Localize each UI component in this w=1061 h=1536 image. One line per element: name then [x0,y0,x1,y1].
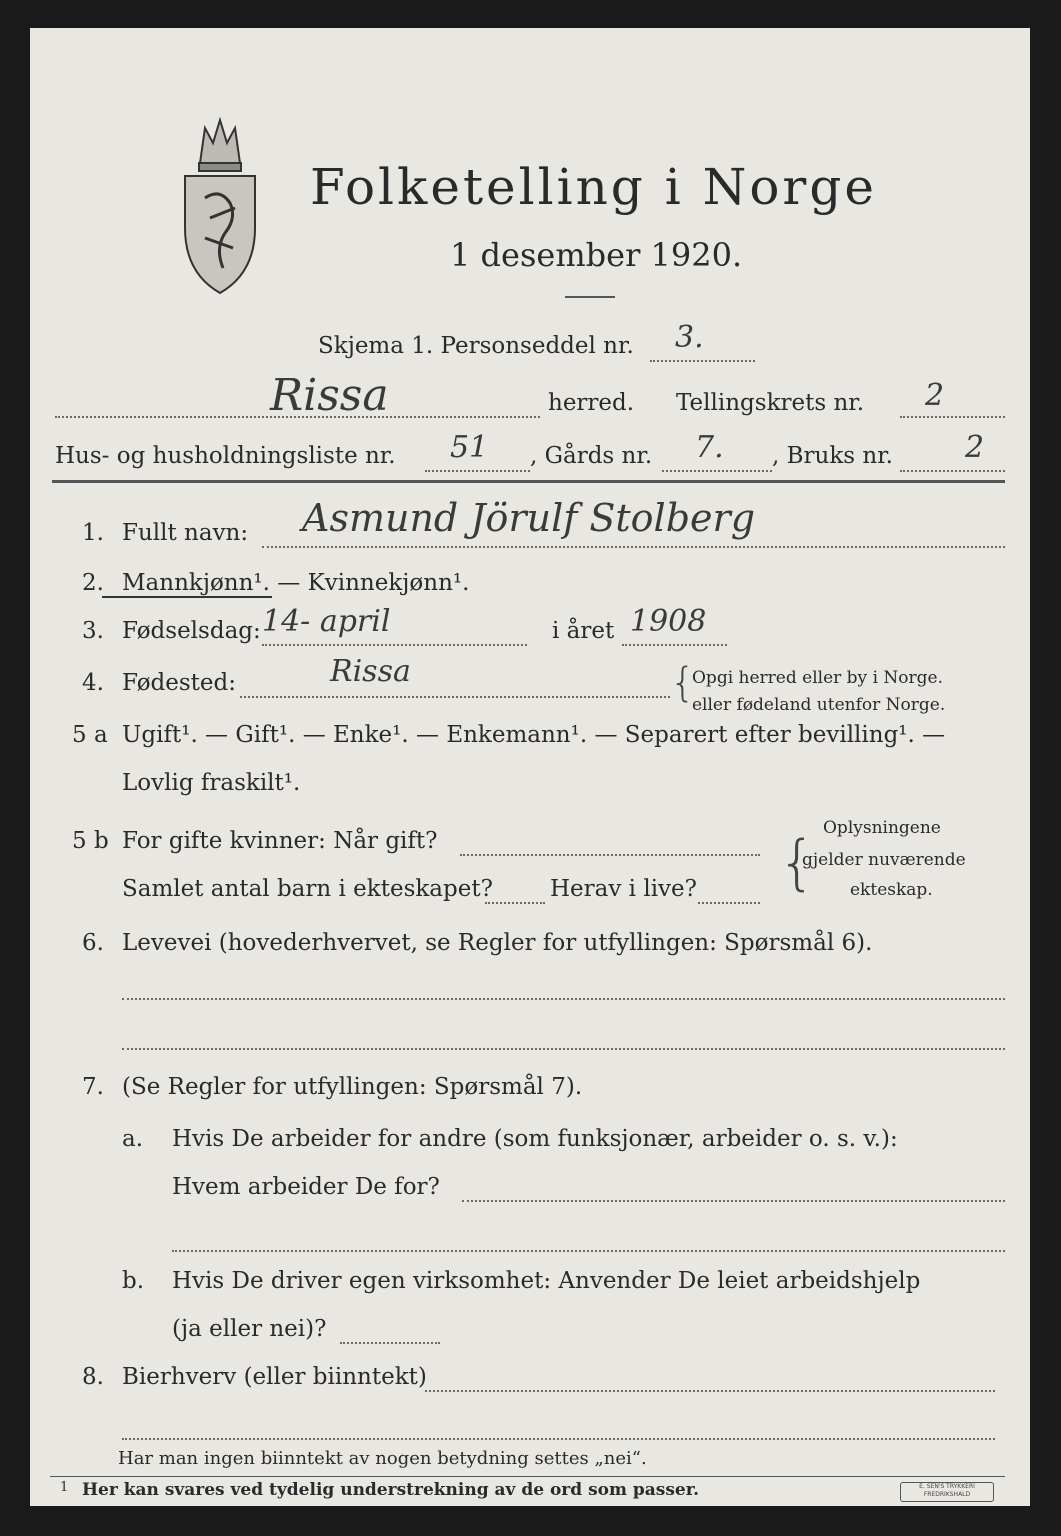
birthplace-value[interactable]: Rissa [330,654,411,689]
q5b-label-2: Samlet antal barn i ekteskapet? [122,876,493,902]
household-list-dots [425,470,530,472]
form-subtitle: 1 desember 1920. [450,236,743,274]
q3-year-dots [622,644,727,646]
q4-label: Fødested: [122,670,237,696]
district-dots [900,416,1005,418]
q5b-label-3: Herav i live? [550,876,697,902]
schema-dots [650,360,755,362]
q8-note: Har man ingen biinntekt av nogen betydning settes „nei“. [118,1448,647,1469]
q6-number: 6. [82,930,104,956]
q7a-line-2[interactable] [172,1250,1005,1252]
q7a-label-1: Hvis De arbeider for andre (som funksjonær, arbeider o. s. v.): [172,1126,898,1152]
q5a-label-2: Lovlig fraskilt¹. [122,770,301,796]
q5b-note-1: Oplysningene [823,818,941,838]
q8-number: 8. [82,1364,104,1390]
q7b-line[interactable] [340,1342,440,1344]
q4-number: 4. [82,670,104,696]
herred-label: herred. [548,390,635,416]
schema-value[interactable]: 3. [675,320,704,355]
household-list-label: Hus- og husholdningsliste nr. [55,443,396,469]
birthdate-value[interactable]: 14- april [262,604,391,639]
q5b-note-2: gjelder nuværende [802,850,966,870]
q3-year-label: i året [552,618,615,644]
q5b-children-dots [485,902,545,904]
q4-note-2: eller fødeland utenfor Norge. [692,695,946,715]
bruks-dots [900,470,1005,472]
q8-label: Bierhverv (eller biinntekt) [122,1364,427,1390]
q7b-letter: b. [122,1268,145,1294]
q3-number: 3. [82,618,104,644]
birthyear-value[interactable]: 1908 [630,604,707,639]
bruks-label: , Bruks nr. [772,443,893,469]
q5b-note-3: ekteskap. [850,880,933,900]
census-form-page [30,28,1030,1506]
district-label: Tellingskrets nr. [676,390,865,416]
gards-value[interactable]: 7. [695,430,724,465]
q5a-label-1: Ugift¹. — Gift¹. — Enke¹. — Enkemann¹. — Separert efter bevilling¹. — [122,722,946,748]
q5b-brace: { [778,828,817,898]
footnote-mark: 1 [60,1480,69,1495]
q1-label: Fullt navn: [122,520,249,546]
q7b-label-1: Hvis De driver egen virksomhet: Anvender De leiet arbeidshjelp [172,1268,921,1294]
q1-dots [262,546,1005,548]
q5b-alive-dots [698,902,760,904]
q2-number: 2. [82,570,104,596]
q2-label: Mannkjønn¹. — Kvinnekjønn¹. [122,570,470,596]
district-value[interactable]: 2 [925,378,945,413]
gards-dots [662,470,772,472]
footnote-divider [50,1476,1005,1477]
q5a-number: 5 a [72,722,108,748]
q7a-label-2: Hvem arbeider De for? [172,1174,440,1200]
q7-number: 7. [82,1074,104,1100]
household-list-value[interactable]: 51 [450,430,489,465]
municipality-value[interactable]: Rissa [270,370,389,421]
printer-stamp [900,1482,994,1502]
q6-line-1[interactable] [122,998,1005,1000]
q6-label: Levevei (hovederhvervet, se Regler for utfyllingen: Spørsmål 6). [122,930,873,956]
title-divider [565,296,615,298]
printer-stamp-line-1: E. SEN'S TRYKKERI [919,1483,975,1490]
q5b-married-dots [460,854,760,856]
schema-label: Skjema 1. Personseddel nr. [318,333,634,359]
q7a-line-1[interactable] [462,1200,1005,1202]
q6-line-2[interactable] [122,1048,1005,1050]
q4-dots [240,696,670,698]
q1-number: 1. [82,520,104,546]
gards-label: , Gårds nr. [530,443,653,469]
full-name-value[interactable]: Asmund Jörulf Stolberg [302,496,756,540]
form-title: Folketelling i Norge [310,158,877,216]
q4-brace: { [670,660,696,706]
q8-line-1[interactable] [425,1390,995,1392]
q4-note-1: Opgi herred eller by i Norge. [692,668,943,688]
bruks-value[interactable]: 2 [965,430,985,465]
q3-dots [262,644,527,646]
q7a-letter: a. [122,1126,144,1152]
q2-underline [102,596,272,598]
coat-of-arms-icon [175,108,265,298]
q7-label: (Se Regler for utfyllingen: Spørsmål 7). [122,1074,583,1100]
header-divider [52,480,1005,483]
q5b-label-1: For gifte kvinner: Når gift? [122,828,438,854]
footnote-text: Her kan svares ved tydelig understrekning av de ord som passer. [82,1480,700,1500]
q7b-label-2: (ja eller nei)? [172,1316,327,1342]
q3-label: Fødselsdag: [122,618,261,644]
printer-stamp-line-2: FREDRIKSHALD [923,1491,971,1498]
q5b-number: 5 b [72,828,109,854]
q8-line-2[interactable] [122,1438,995,1440]
